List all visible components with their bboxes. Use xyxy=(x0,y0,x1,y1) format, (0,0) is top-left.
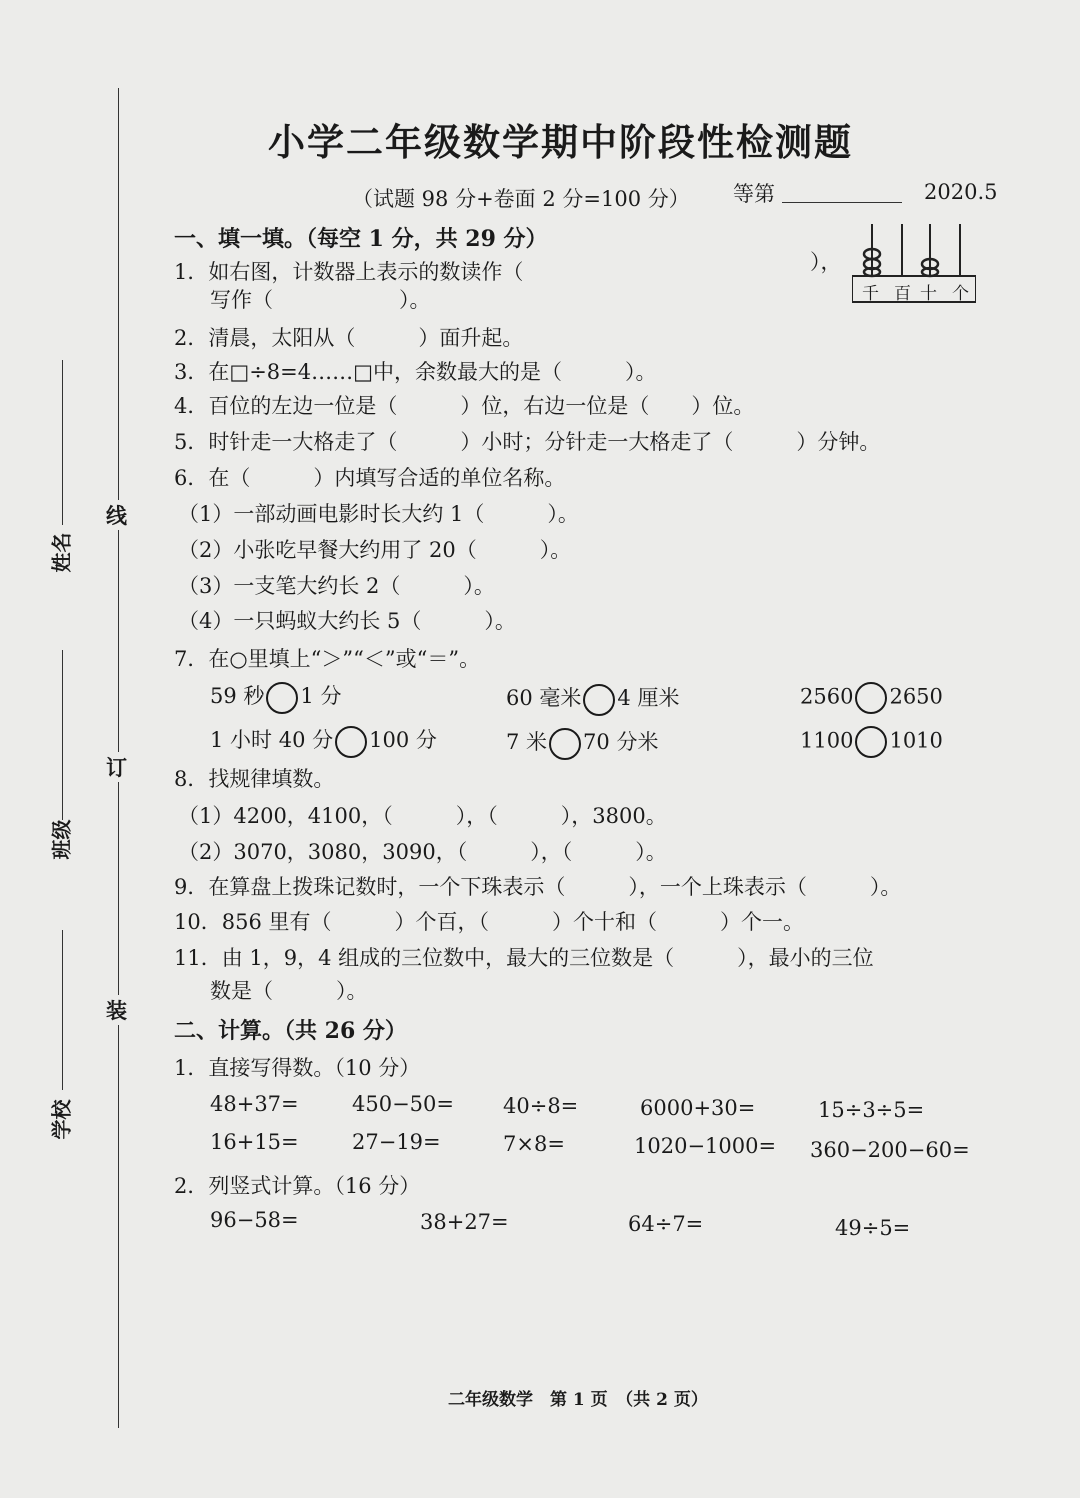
q6-part2: （2）小张吃早餐大约用了 20（ ）。 xyxy=(178,538,572,562)
calc-sub1-heading: 1．直接写得数。（10 分） xyxy=(174,1056,421,1080)
calc-item: 450−50= xyxy=(352,1092,454,1116)
q7-compare-6-right: 1010 xyxy=(889,728,943,753)
abacus-label-tens: 十 xyxy=(920,284,937,304)
q8-text: 8．找规律填数。 xyxy=(174,767,335,791)
q7-compare-5 xyxy=(506,726,658,760)
compare-circle[interactable] xyxy=(583,684,615,716)
name-underline xyxy=(62,360,65,525)
q7-compare-2 xyxy=(506,682,679,716)
q7-compare-1 xyxy=(210,680,341,714)
calc-item: 15÷3÷5= xyxy=(818,1098,925,1122)
q6-text: 6．在（ ）内填写合适的单位名称。 xyxy=(174,466,566,490)
binding-ding-char: 订 xyxy=(106,752,127,782)
q3-text: 3．在□÷8=4……□中，余数最大的是（ ）。 xyxy=(174,360,657,384)
calc-item: 6000+30= xyxy=(640,1096,756,1120)
compare-circle[interactable] xyxy=(855,682,887,714)
q4-text: 4．百位的左边一位是（ ）位，右边一位是（ ）位。 xyxy=(174,394,755,418)
q1-line-a: 1．如右图，计数器上表示的数读作（ xyxy=(174,260,524,284)
vertical-calc-item: 96−58= xyxy=(210,1208,299,1232)
q6-part4: （4）一只蚂蚁大约长 5（ ）。 xyxy=(178,609,516,633)
abacus-figure xyxy=(852,218,976,304)
q7-compare-4 xyxy=(210,724,437,758)
q7-compare-6-left: 1100 xyxy=(800,728,854,753)
q7-compare-6 xyxy=(800,726,943,758)
q11-line-a: 11．由 1，9，4 组成的三位数中，最大的三位数是（ ），最小的三位 xyxy=(174,946,874,970)
abacus-label-hundreds: 百 xyxy=(894,284,911,304)
compare-circle[interactable] xyxy=(549,728,581,760)
grade-label: 等第 xyxy=(733,182,775,206)
q7-compare-3-left: 2560 xyxy=(800,684,854,709)
q7-compare-1-left: 59 秒 xyxy=(210,684,265,708)
school-underline xyxy=(62,930,65,1090)
calc-item: 48+37= xyxy=(210,1092,299,1116)
q11-line-b: 数是（ ）。 xyxy=(210,979,368,1003)
calc-item: 16+15= xyxy=(210,1130,299,1154)
calc-item: 360−200−60= xyxy=(810,1138,970,1162)
calc-item: 1020−1000= xyxy=(634,1134,777,1158)
calc-item: 40÷8= xyxy=(503,1094,579,1118)
q1-line-a-end: ）， xyxy=(810,250,842,274)
vertical-calc-item: 49÷5= xyxy=(835,1216,911,1240)
compare-circle[interactable] xyxy=(266,682,298,714)
q7-compare-5-right: 70 分米 xyxy=(583,730,659,754)
score-subtitle: （试题 98 分+卷面 2 分=100 分） xyxy=(352,187,690,211)
binding-line-char: 线 xyxy=(106,500,127,530)
q7-compare-4-right: 100 分 xyxy=(369,728,437,752)
q2-text: 2．清晨，太阳从（ ）面升起。 xyxy=(174,326,524,350)
compare-circle[interactable] xyxy=(855,726,887,758)
page-footer: 二年级数学 第 1 页 （共 2 页） xyxy=(448,1390,708,1410)
school-label: 学校 xyxy=(49,1099,74,1140)
calc-sub2-heading: 2．列竖式计算。（16 分） xyxy=(174,1174,421,1198)
calc-item: 27−19= xyxy=(352,1130,441,1154)
grade-underline xyxy=(782,202,902,203)
q9-text: 9．在算盘上拨珠记数时，一个下珠表示（ ），一个上珠表示（ ）。 xyxy=(174,875,902,899)
q7-compare-4-left: 1 小时 40 分 xyxy=(210,728,334,752)
compare-circle[interactable] xyxy=(335,726,367,758)
binding-zhuang-char: 装 xyxy=(106,995,127,1025)
calc-item: 7×8= xyxy=(503,1132,565,1156)
q6-part3: （3）一支笔大约长 2（ ）。 xyxy=(178,574,495,598)
abacus-label-thousands: 千 xyxy=(862,284,879,304)
q1-line-b: 写作（ ）。 xyxy=(210,288,431,312)
q8-part2: （2）3070，3080，3090，（ ），（ ）。 xyxy=(178,840,667,864)
section1-heading: 一、填一填。（每空 1 分，共 29 分） xyxy=(174,226,548,252)
q5-text: 5．时针走一大格走了（ ）小时；分针走一大格走了（ ）分钟。 xyxy=(174,430,881,454)
vertical-calc-item: 38+27= xyxy=(420,1210,509,1234)
q7-compare-2-left: 60 毫米 xyxy=(506,686,582,710)
q7-compare-3 xyxy=(800,682,943,714)
q7-compare-3-right: 2650 xyxy=(889,684,943,709)
class-label: 班级 xyxy=(49,819,74,860)
name-label: 姓名 xyxy=(49,532,74,573)
q7-compare-1-right: 1 分 xyxy=(300,684,342,708)
q8-part1: （1）4200，4100，（ ），（ ），3800。 xyxy=(178,804,667,828)
q7-text: 7．在○里填上“＞”“＜”或“＝”。 xyxy=(174,647,481,671)
page-title: 小学二年级数学期中阶段性检测题 xyxy=(268,121,853,164)
exam-date: 2020.5 xyxy=(924,180,998,204)
q7-compare-2-right: 4 厘米 xyxy=(617,686,680,710)
q10-text: 10．856 里有（ ）个百，（ ）个十和（ ）个一。 xyxy=(174,910,804,934)
vertical-calc-item: 64÷7= xyxy=(628,1212,704,1236)
abacus-label-ones: 个 xyxy=(952,284,969,304)
section2-heading: 二、计算。（共 26 分） xyxy=(174,1018,407,1044)
q6-part1: （1）一部动画电影时长大约 1（ ）。 xyxy=(178,502,579,526)
q7-compare-5-left: 7 米 xyxy=(506,730,548,754)
class-underline xyxy=(62,650,65,820)
